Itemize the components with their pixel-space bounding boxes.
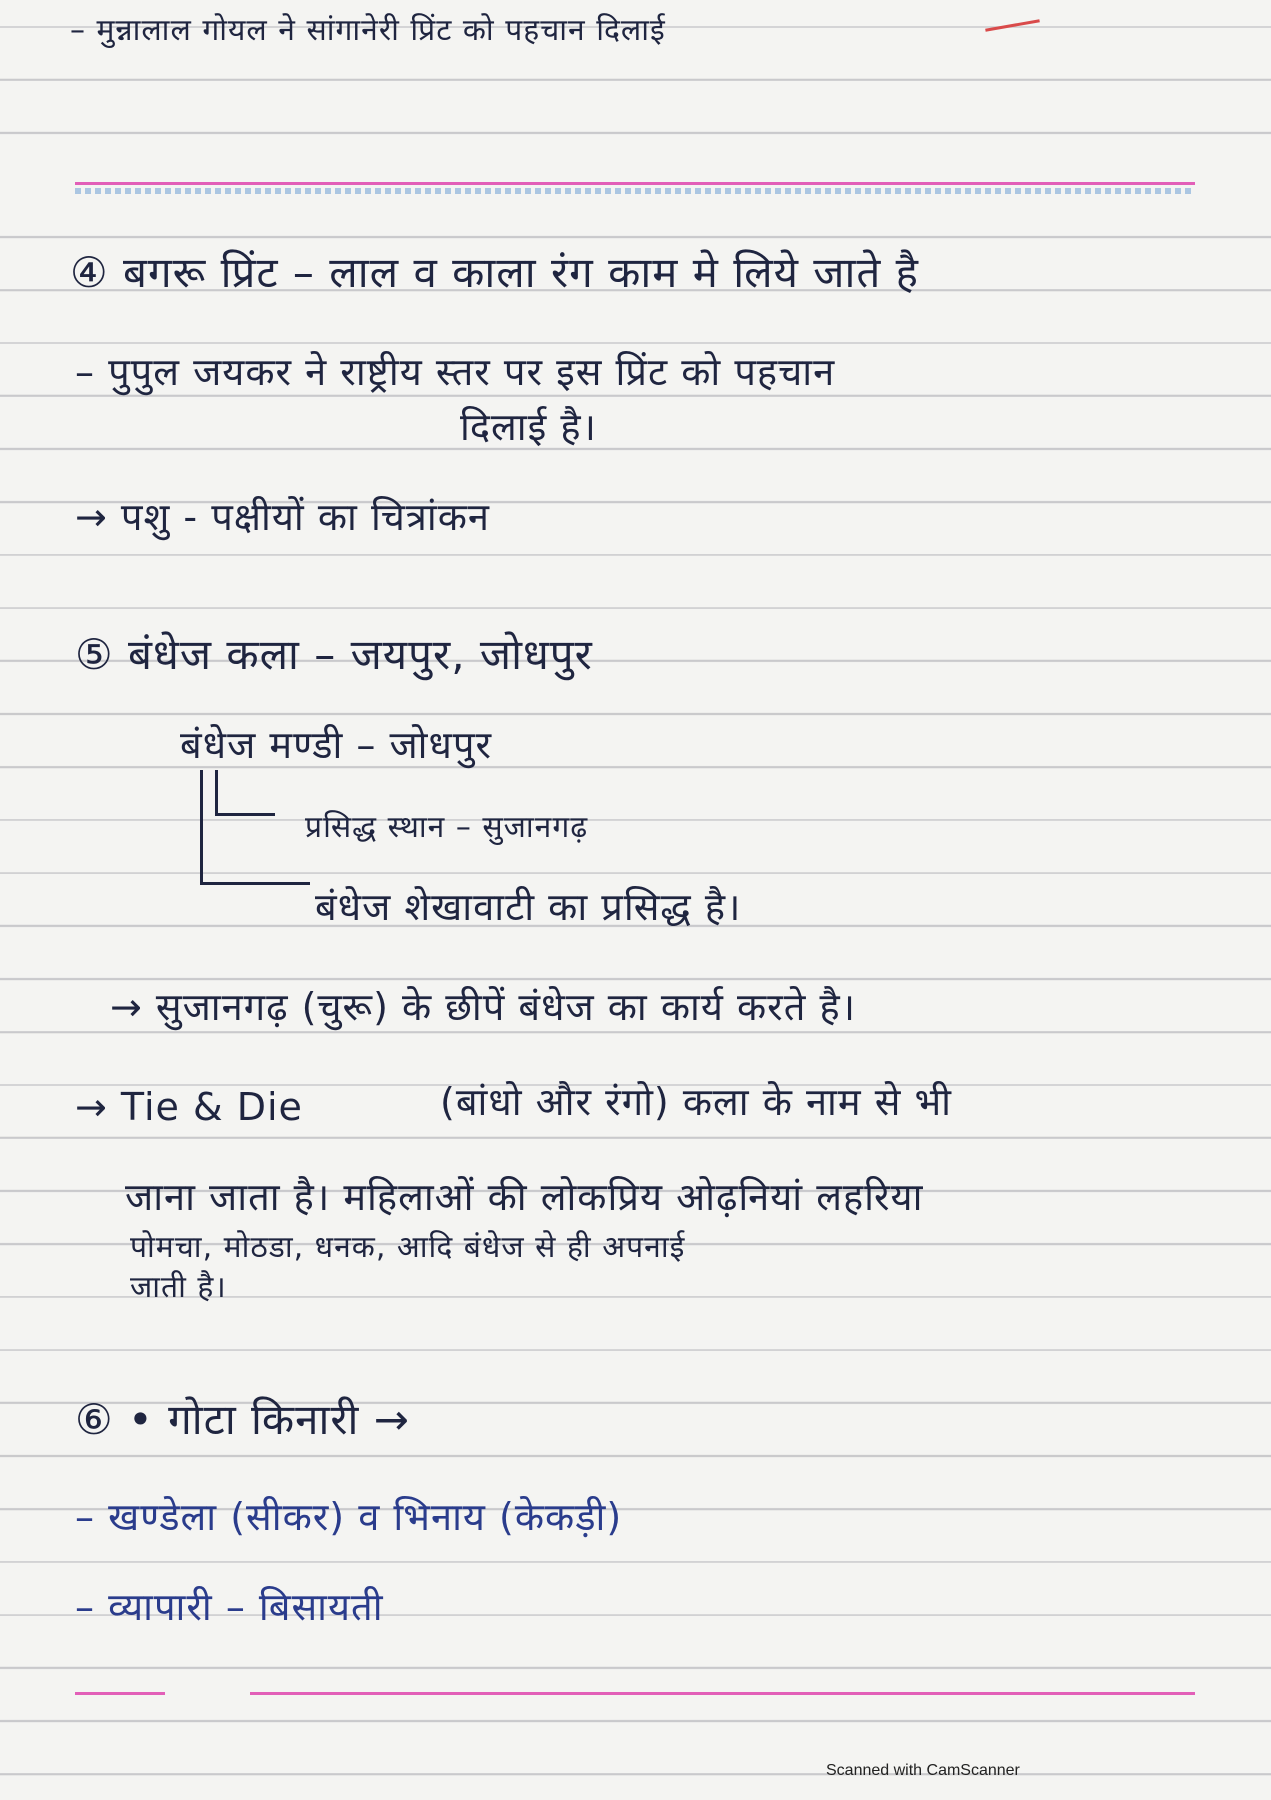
- note-bandhej-mandi: बंधेज मण्डी – जोधपुर: [180, 723, 492, 767]
- heading-gota-kinari: ⑥ • गोटा किनारी →: [75, 1395, 410, 1444]
- camscanner-watermark: Scanned with CamScanner: [826, 1762, 1020, 1779]
- margin-line-bottom-right: [250, 1692, 1195, 1695]
- margin-line-bottom-left: [75, 1692, 165, 1695]
- bracket-line-2: [215, 770, 218, 815]
- note-pomcha: पोमचा, मोठडा, धनक, आदि बंधेज से ही अपनाई: [130, 1230, 686, 1265]
- bracket-elbow-1: [215, 813, 275, 816]
- bracket-elbow-2: [200, 882, 310, 885]
- note-shekhawati: बंधेज शेखावाटी का प्रसिद्ध है।: [315, 885, 742, 929]
- note-line-top: – मुन्नालाल गोयल ने सांगानेरी प्रिंट को पहचान दिलाई: [70, 13, 666, 48]
- note-pupul-jaykar: – पुपुल जयकर ने राष्ट्रीय स्तर पर इस प्रिंट को पहचान: [75, 350, 836, 394]
- bracket-line: [200, 770, 203, 885]
- note-vyapari: – व्यापारी – बिसायती: [75, 1585, 384, 1629]
- note-pupul-jaykar-cont: दिलाई है।: [460, 405, 597, 449]
- red-mark: [985, 19, 1040, 32]
- note-odhniyan: जाना जाता है। महिलाओं की लोकप्रिय ओढ़नियां लहरिया: [125, 1175, 924, 1219]
- note-animals-birds: → पशु - पक्षीयों का चित्रांकन: [75, 495, 491, 539]
- note-khandela: – खण्डेला (सीकर) व भिनाय (केकड़ी): [75, 1495, 623, 1539]
- note-sujangarh: → सुजानगढ़ (चुरू) के छीपें बंधेज का कार्य करते है।: [110, 985, 857, 1029]
- heading-bagru-print: ④ बगरू प्रिंट – लाल व काला रंग काम मे लिये जाते है: [70, 248, 919, 297]
- decorative-wave: [75, 188, 1195, 194]
- margin-line-top: [75, 182, 1195, 185]
- note-tie-die: → Tie & Die: [75, 1085, 303, 1129]
- heading-bandhej-kala: ⑤ बंधेज कला – जयपुर, जोधपुर: [75, 630, 593, 679]
- note-jaati-hai: जाती है।: [130, 1270, 227, 1305]
- note-tie-die-cont: (बांधो और रंगो) कला के नाम से भी: [440, 1080, 953, 1124]
- note-famous-place: प्रसिद्ध स्थान – सुजानगढ़: [305, 810, 589, 845]
